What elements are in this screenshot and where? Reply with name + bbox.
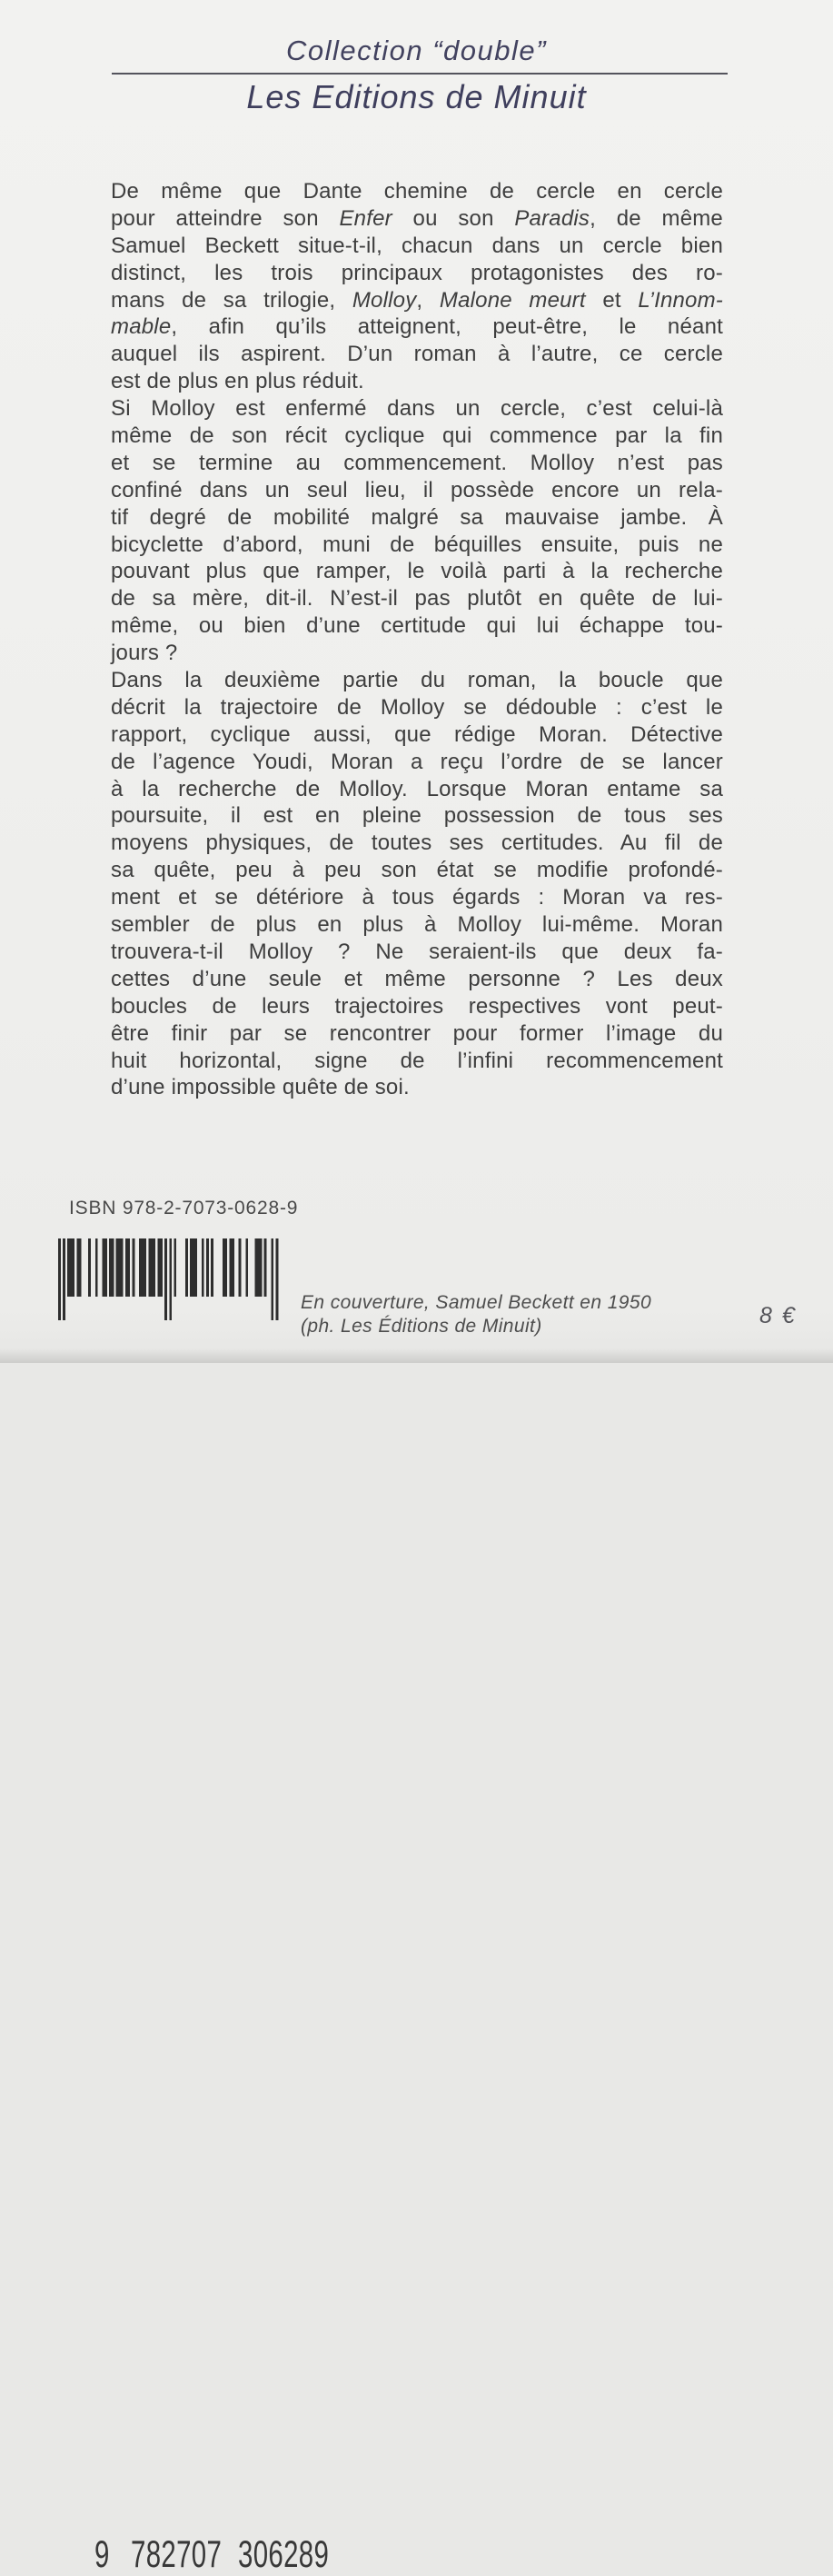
collection-title: Collection “double” <box>286 35 547 66</box>
text-line: décrit la trajectoire de Molloy se dédouble : c’est le <box>111 694 723 720</box>
text-line: jours ? <box>111 641 178 666</box>
text-line: est de plus en plus réduit. <box>111 369 364 394</box>
text-line: sembler de plus en plus à Molloy lui-même. Moran <box>111 912 723 938</box>
text-line: distinct, les trois principaux protagonistes des ro- <box>111 260 723 285</box>
text-line: Dans la deuxième partie du roman, la boucle que <box>111 668 723 693</box>
text-line: poursuite, il est en pleine possession de tous ses <box>111 803 723 829</box>
text-line: même, ou bien d’une certitude qui lui échappe tou- <box>111 613 723 639</box>
barcode-digit-lead: 9 <box>94 2532 110 2575</box>
barcode-digits-left: 782707 <box>131 2532 223 2575</box>
barcode-digits-right: 306289 <box>238 2532 330 2575</box>
barcode-bars <box>58 1238 280 1325</box>
text-line: boucles de leurs trajectoires respectives vont peut- <box>111 993 723 1019</box>
ean13-barcode <box>58 1238 330 2575</box>
text-line: de l’agence Youdi, Moran a reçu l’ordre de se lancer <box>111 749 723 774</box>
text-line: trouvera-t-il Molloy ? Ne seraient-ils que deux fa- <box>111 939 723 964</box>
text-line: confiné dans un seul lieu, il possède encore un rela- <box>111 477 723 502</box>
back-cover-text <box>111 178 723 1101</box>
isbn-label: ISBN 978-2-7073-0628-9 <box>69 1198 299 1218</box>
text-line: rapport, cyclique aussi, que rédige Moran. Détective <box>111 721 723 747</box>
text-line: cettes d’une seule et même personne ? Les deux <box>111 966 723 991</box>
text-line: auquel ils aspirent. D’un roman à l’autre, ce cercle <box>111 342 723 367</box>
text-line: mable, afin qu’ils atteignent, peut-être, le néant <box>111 314 723 340</box>
cover-photo-credit <box>301 1291 651 1338</box>
text-line: De même que Dante chemine de cercle en cercle <box>111 179 723 204</box>
text-line: bicyclette d’abord, muni de béquilles ensuite, puis ne <box>111 532 723 557</box>
header-divider <box>112 73 728 75</box>
text-line: et se termine au commencement. Molloy n’est pas <box>111 450 723 475</box>
text-line: sa quête, peu à peu son état se modifie profondé- <box>111 858 723 883</box>
credit-line-2: (ph. Les Éditions de Minuit) <box>301 1316 542 1337</box>
text-line: être finir par se rencontrer pour former l’image du <box>111 1020 723 1046</box>
text-line: Si Molloy est enfermé dans un cercle, c’est celui-là <box>111 396 723 422</box>
text-line: même de son récit cyclique qui commence par la fin <box>111 423 723 449</box>
text-line: de sa mère, dit-il. N’est-il pas plutôt en quête de lui- <box>111 586 723 612</box>
text-line: pour atteindre son Enfer ou son Paradis, de même <box>111 205 723 231</box>
text-line: huit horizontal, signe de l’infini recommencement <box>111 1048 723 1073</box>
text-line: d’une impossible quête de soi. <box>111 1075 410 1100</box>
text-line: moyens physiques, de toutes ses certitudes. Au fil de <box>111 830 723 856</box>
publisher-name: Les Editions de Minuit <box>246 78 587 115</box>
text-line: mans de sa trilogie, Molloy, Malone meurt et L’Innom- <box>111 287 723 313</box>
text-line: pouvant plus que ramper, le voilà parti à la recherche <box>111 559 723 584</box>
text-line: à la recherche de Molloy. Lorsque Moran entame sa <box>111 776 723 801</box>
text-line: Samuel Beckett situe-t-il, chacun dans un cercle bien <box>111 233 723 258</box>
price-label: 8 € <box>759 1303 797 1328</box>
cover-bottom-shadow <box>0 1348 833 1363</box>
text-line: tif degré de mobilité malgré sa mauvaise jambe. À <box>111 504 723 530</box>
text-line: ment et se détériore à tous égards : Moran va res- <box>111 885 723 910</box>
credit-line-1: En couverture, Samuel Beckett en 1950 <box>301 1292 652 1313</box>
